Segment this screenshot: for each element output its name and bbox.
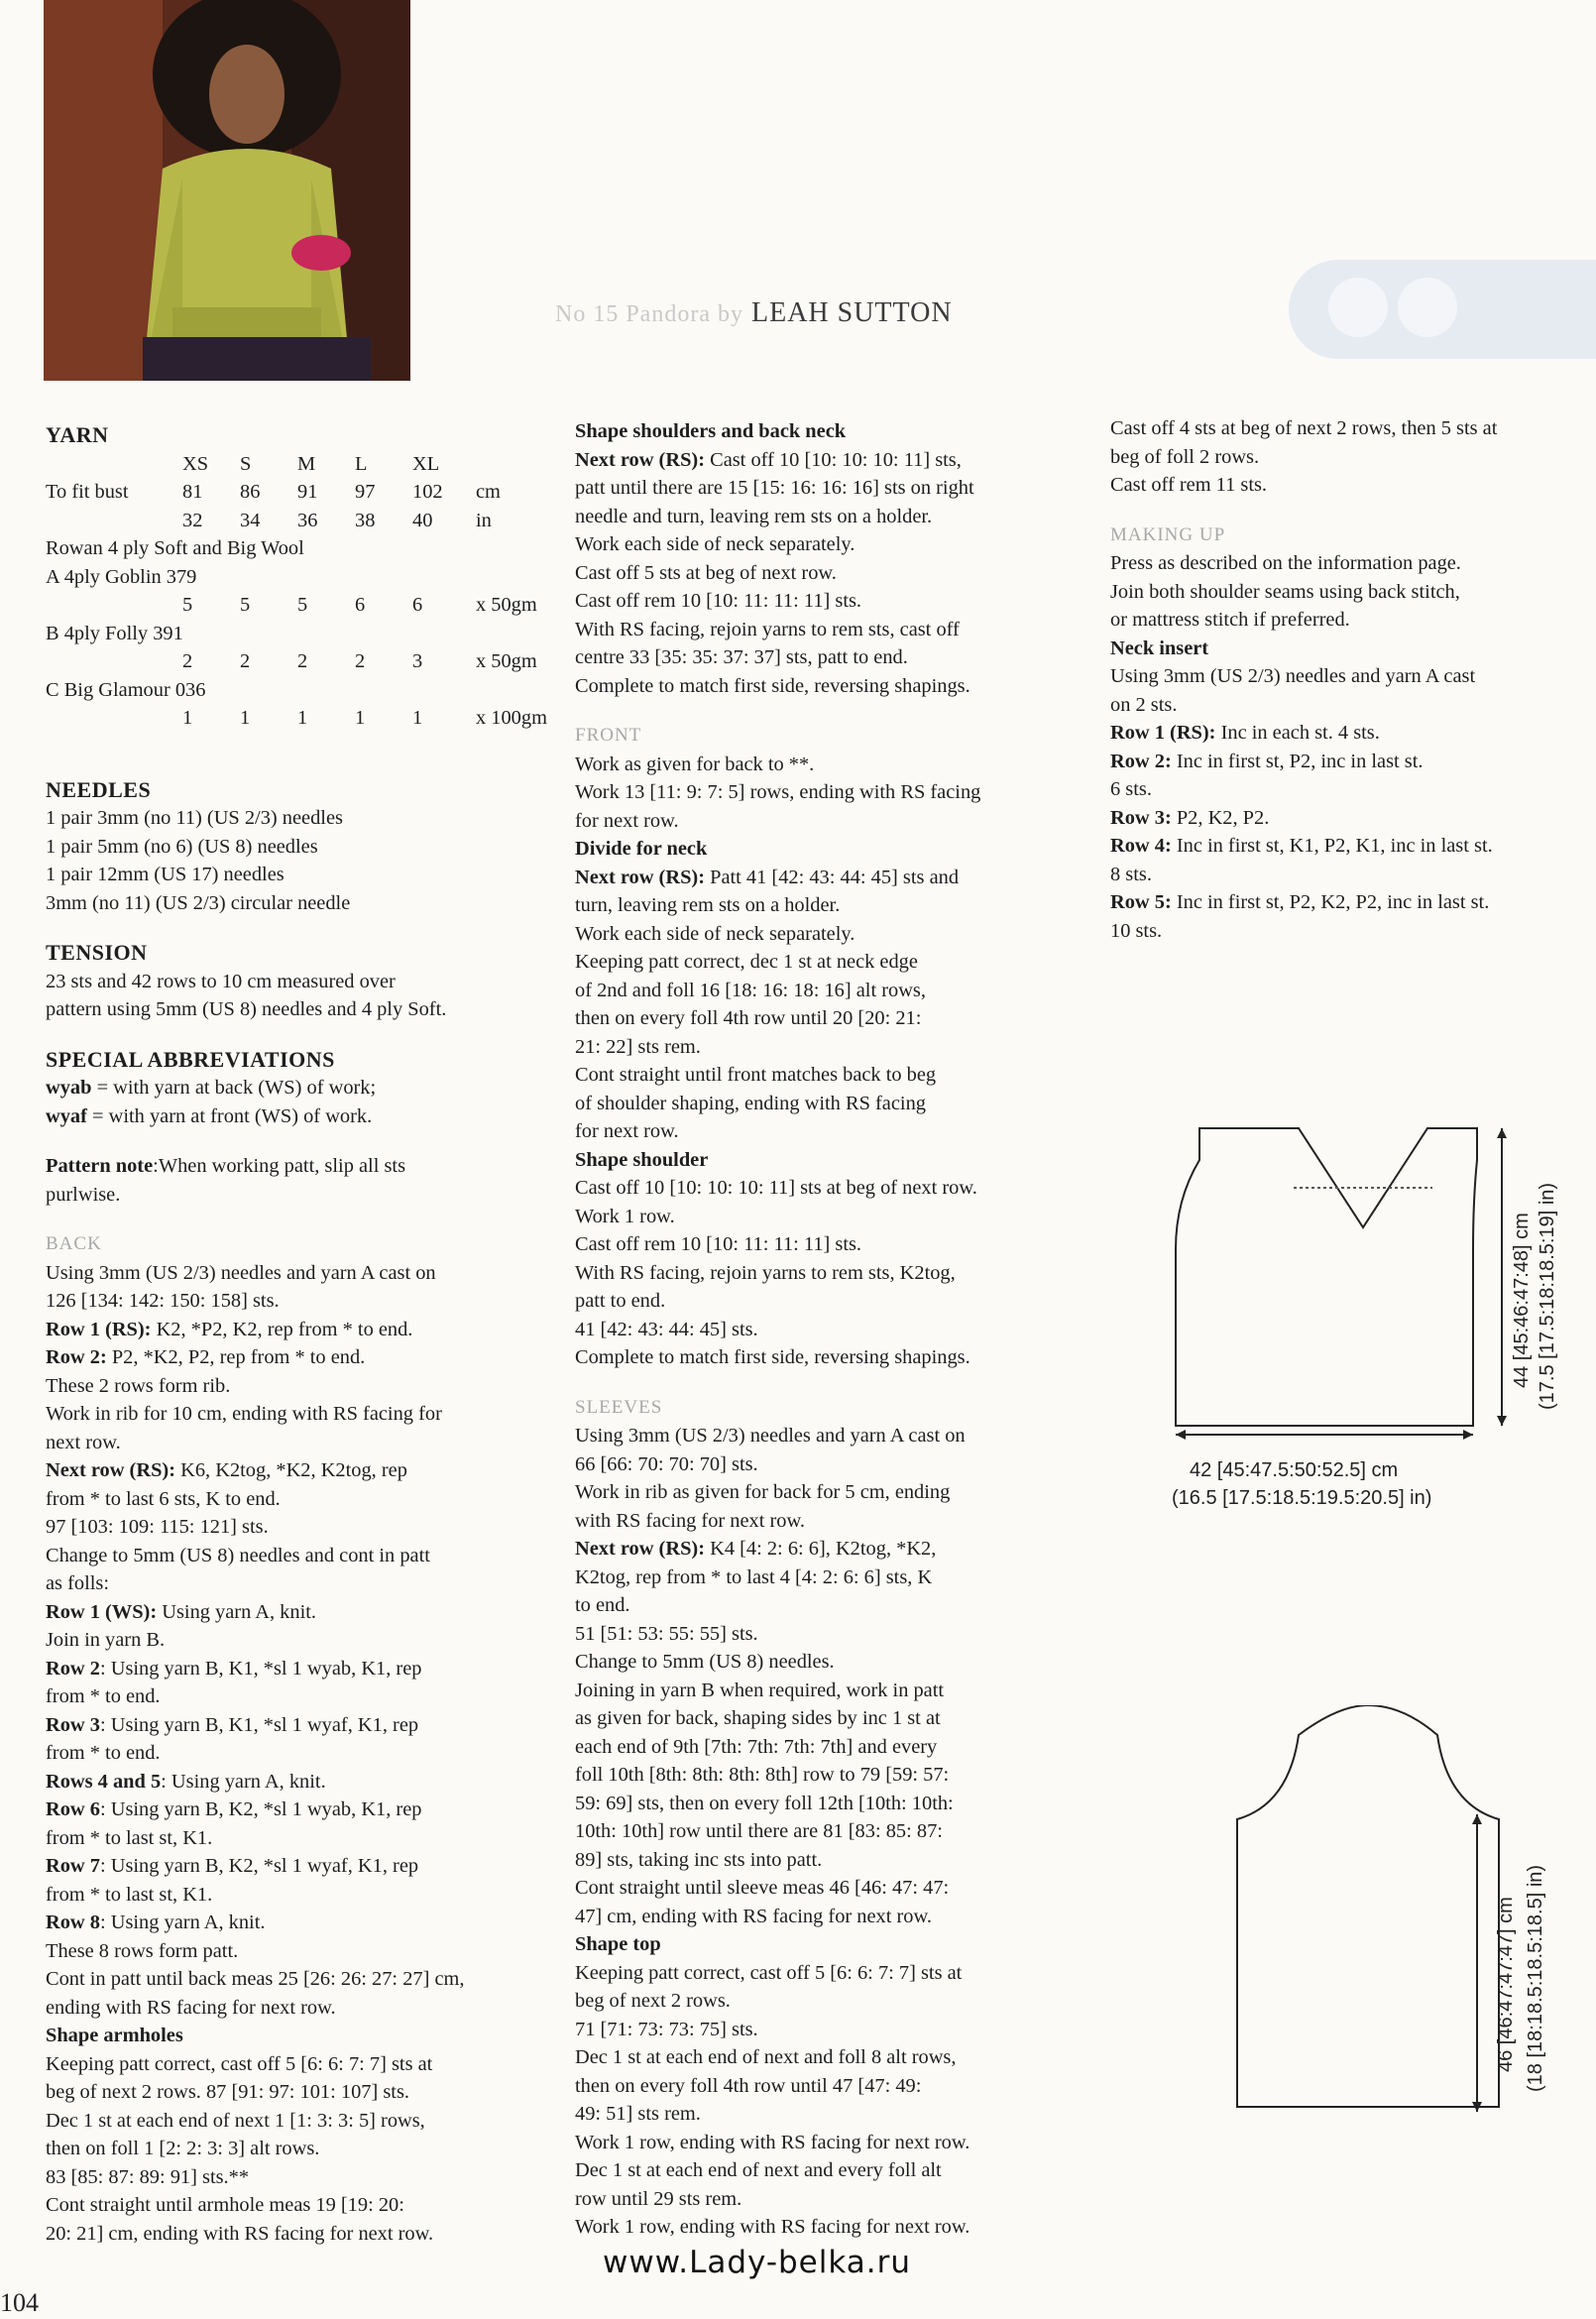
instruction-row	[1110, 804, 1596, 833]
note-term: Pattern note	[46, 1155, 154, 1177]
instruction-line: patt until there are 15 [15: 16: 16: 16] sts on right	[575, 477, 974, 499]
body-width-in: (16.5 [17.5:18.5:19.5:20.5] in)	[1172, 1487, 1432, 1509]
qty: 1	[412, 707, 423, 729]
instruction-line: Using 3mm (US 2/3) needles and yarn A cast on	[46, 1261, 436, 1284]
instruction-line: or mattress stitch if preferred.	[1110, 609, 1350, 631]
column-3	[1110, 414, 1596, 945]
instruction-row	[46, 1655, 561, 1683]
value: 81	[182, 481, 203, 503]
instruction-line: Work 1 row, ending with RS facing for next row.	[575, 2131, 970, 2153]
row-label: Row 7	[46, 1855, 100, 1877]
instruction-row	[46, 1598, 561, 1627]
row-label: Row 3	[46, 1713, 100, 1736]
qty: 6	[412, 594, 423, 616]
abbrev-term: wyaf	[46, 1104, 87, 1127]
instruction-line: Dec 1 st at each end of next 1 [1: 3: 3: 5] rows,	[46, 2109, 425, 2132]
instruction-line: 6 sts.	[1110, 778, 1152, 800]
pattern-note	[46, 1152, 561, 1181]
instruction-line: from * to last 6 sts, K to end.	[46, 1487, 281, 1510]
bust-label: To fit bust	[46, 481, 129, 503]
yarn-heading: YARN	[46, 422, 109, 447]
instruction-line: centre 33 [35: 35: 37: 37] sts, patt to end.	[575, 646, 908, 668]
row-text: : Using yarn A, knit.	[99, 1912, 266, 1933]
instruction-line: for next row.	[575, 1120, 679, 1142]
instruction-line: 66 [66: 70: 70: 70] sts.	[575, 1452, 758, 1475]
neck-insert-heading: Neck insert	[1110, 637, 1209, 659]
abbrev-heading: SPECIAL ABBREVIATIONS	[46, 1046, 335, 1072]
instruction-line: Joining in yarn B when required, work in patt	[575, 1679, 945, 1701]
instruction-line: then on every foll 4th row until 20 [20: 21:	[575, 1007, 922, 1029]
size: XL	[412, 452, 440, 475]
body-height-in: (17.5 [17.5:18:18.5:19] in)	[1537, 1182, 1558, 1410]
instruction-line: Dec 1 st at each end of next and every foll alt	[575, 2159, 942, 2181]
instruction-row	[46, 1909, 561, 1937]
row-text: Inc in first st, P2, inc in last st.	[1171, 750, 1424, 772]
size-header-row	[46, 450, 561, 479]
body-outline	[1176, 1128, 1477, 1426]
row-text: P2, *K2, P2, rep from * to end.	[106, 1346, 366, 1368]
instruction-row	[46, 1768, 561, 1797]
sleeve-schematic	[1219, 1705, 1517, 2122]
instruction-line: beg of next 2 rows. 87 [91: 97: 101: 107] sts.	[46, 2081, 410, 2103]
source-url: www.Lady-belka.ru	[603, 2245, 912, 2280]
instruction-line: Work each side of neck separately.	[575, 922, 855, 945]
instruction-line: Work 1 row.	[575, 1205, 675, 1227]
row-text: : Using yarn B, K2, *sl 1 wyab, K1, rep	[99, 1798, 422, 1820]
instruction-line: 83 [85: 87: 89: 91] sts.**	[46, 2165, 250, 2188]
unit: cm	[476, 481, 501, 503]
instruction-line: Dec 1 st at each end of next and foll 8 alt rows,	[575, 2046, 957, 2068]
row-label: Row 4:	[1110, 835, 1172, 857]
sleeve-length-cm: 46 [46:47:47:47] cm	[1495, 1897, 1517, 2072]
front-heading: FRONT	[575, 725, 642, 746]
instruction-line: of shoulder shaping, ending with RS facing	[575, 1092, 926, 1114]
pattern-title	[555, 297, 953, 329]
column-1	[46, 421, 561, 2248]
value: 102	[412, 481, 443, 503]
instruction-line: from * to end.	[46, 1685, 161, 1707]
needle-line: 1 pair 12mm (US 17) needles	[46, 864, 285, 885]
instruction-line: to end.	[575, 1594, 630, 1616]
yarn-a-label: A 4ply Goblin 379	[46, 565, 197, 588]
value: 91	[297, 481, 318, 503]
value: 34	[240, 509, 261, 531]
instruction-line: Press as described on the information page.	[1110, 552, 1461, 574]
qty: 2	[182, 650, 193, 672]
instruction-line: needle and turn, leaving rem sts on a holder.	[575, 505, 933, 527]
value: 36	[297, 509, 318, 531]
instruction-line: 71 [71: 73: 73: 75] sts.	[575, 2018, 758, 2040]
instruction-line: beg of next 2 rows.	[575, 1990, 731, 2012]
instruction-line: Change to 5mm (US 8) needles and cont in patt	[46, 1544, 430, 1566]
bust-in-row	[46, 507, 561, 535]
yarn-b-label: B 4ply Folly 391	[46, 622, 183, 644]
instruction-line: Cast off 10 [10: 10: 10: 11] sts at beg of next row.	[575, 1177, 977, 1199]
row-text: Using yarn A, knit.	[157, 1600, 316, 1623]
row-label: Row 5:	[1110, 891, 1172, 913]
instruction-line: With RS facing, rejoin yarns to rem sts, K2tog,	[575, 1261, 956, 1284]
instruction-line: Keeping patt correct, cast off 5 [6: 6: 7: 7] sts at	[46, 2052, 433, 2075]
tension-line: 23 sts and 42 rows to 10 cm measured over	[46, 970, 396, 992]
bust-cm-row	[46, 478, 561, 507]
instruction-line: Work 1 row, ending with RS facing for next row.	[575, 2216, 970, 2238]
instruction-line: Keeping patt correct, dec 1 st at neck edge	[575, 951, 918, 973]
instruction-row	[1110, 832, 1596, 861]
instruction-line: 51 [51: 53: 55: 55] sts.	[575, 1622, 758, 1645]
instruction-line: of 2nd and foll 16 [18: 16: 18: 16] alt rows,	[575, 979, 926, 1001]
instruction-row	[46, 1456, 561, 1485]
abbrev-def: = with yarn at front (WS) of work.	[86, 1104, 373, 1127]
making-up-heading: MAKING UP	[1110, 523, 1226, 545]
instruction-line: each end of 9th [7th: 7th: 7th: 7th] and every	[575, 1735, 938, 1758]
instruction-line: Work in rib for 10 cm, ending with RS facing for	[46, 1403, 442, 1425]
instruction-line: then on foll 1 [2: 2: 3: 3] alt rows.	[46, 2138, 320, 2159]
needle-line: 3mm (no 11) (US 2/3) circular needle	[46, 891, 351, 914]
instruction-line: beg of foll 2 rows.	[1110, 445, 1260, 468]
instruction-row	[1110, 748, 1596, 776]
instruction-line: Complete to match first side, reversing shapings.	[575, 674, 970, 697]
body-width-cm: 42 [45:47.5:50:52.5] cm	[1190, 1459, 1399, 1481]
size: M	[297, 452, 316, 475]
instruction-row	[46, 1316, 561, 1344]
note-text: :When working patt, slip all sts	[153, 1155, 406, 1177]
instruction-row	[575, 864, 1090, 892]
instruction-line: 10 sts.	[1110, 919, 1163, 942]
row-text: : Using yarn A, knit.	[161, 1770, 326, 1793]
needle-line: 1 pair 5mm (no 6) (US 8) needles	[46, 835, 318, 858]
back-heading: BACK	[46, 1233, 102, 1254]
instruction-line: Cont straight until front matches back to beg	[575, 1064, 937, 1086]
sleeves-heading: SLEEVES	[575, 1396, 663, 1418]
instruction-line: 59: 69] sts, then on every foll 12th [10th: 10th:	[575, 1792, 954, 1814]
instruction-line: Join both shoulder seams using back stitch,	[1110, 580, 1460, 603]
value: 40	[412, 509, 433, 531]
instruction-line: 41 [42: 43: 44: 45] sts.	[575, 1318, 758, 1340]
row-label: Next row (RS):	[575, 866, 705, 888]
row-text: : Using yarn B, K2, *sl 1 wyaf, K1, rep	[99, 1855, 419, 1877]
shape-top-heading: Shape top	[575, 1933, 661, 1955]
row-text: Inc in each st. 4 sts.	[1215, 722, 1380, 744]
instruction-line: Complete to match first side, reversing shapings.	[575, 1346, 970, 1368]
qty: 2	[355, 650, 366, 672]
instruction-line: Change to 5mm (US 8) needles.	[575, 1651, 835, 1673]
instruction-line: from * to end.	[46, 1742, 161, 1764]
instruction-line: Work 13 [11: 9: 7: 5] rows, ending with RS facing	[575, 781, 981, 803]
body-height-cm: 44 [45:46:47:48] cm	[1511, 1213, 1533, 1388]
needles-heading: NEEDLES	[46, 776, 152, 802]
instruction-line: row until 29 sts rem.	[575, 2187, 742, 2210]
instruction-line: With RS facing, rejoin yarns to rem sts, cast off	[575, 618, 960, 640]
yarn-brand: Rowan 4 ply Soft and Big Wool	[46, 537, 304, 559]
instruction-line: 97 [103: 109: 115: 121] sts.	[46, 1516, 269, 1538]
yarn-b-qty-row	[46, 647, 561, 676]
instruction-row	[46, 1796, 561, 1824]
instruction-line: 47] cm, ending with RS facing for next row.	[575, 1905, 932, 1927]
instruction-line: next row.	[46, 1431, 121, 1453]
tension-heading: TENSION	[46, 940, 148, 965]
qty: 1	[297, 707, 308, 729]
value: 86	[240, 481, 261, 503]
row-label: Rows 4 and 5	[46, 1770, 162, 1793]
sleeve-outline	[1237, 1705, 1499, 2107]
row-label: Row 1 (RS):	[46, 1318, 152, 1340]
header-banner	[1289, 260, 1596, 359]
shape-shoulders-heading: Shape shoulders and back neck	[575, 420, 847, 442]
instruction-row	[575, 1535, 1090, 1564]
row-label: Next row (RS):	[46, 1459, 175, 1481]
row-label: Row 8	[46, 1912, 100, 1933]
instruction-line: patt to end.	[575, 1290, 666, 1312]
instruction-line: Cast off 4 sts at beg of next 2 rows, then 5 sts at	[1110, 417, 1498, 439]
instruction-line: for next row.	[575, 809, 679, 832]
value: 97	[355, 481, 376, 503]
row-text: Inc in first st, K1, P2, K1, inc in last st.	[1171, 835, 1493, 857]
model-photo	[44, 0, 410, 381]
qty: 2	[240, 650, 251, 672]
row-label: Row 1 (RS):	[1110, 722, 1216, 744]
instruction-line: ending with RS facing for next row.	[46, 1996, 336, 2019]
instruction-line: Cast off rem 11 sts.	[1110, 474, 1268, 496]
row-text: : Using yarn B, K1, *sl 1 wyab, K1, rep	[99, 1657, 422, 1680]
row-text: K2, *P2, K2, rep from * to end.	[151, 1318, 413, 1340]
value: 32	[182, 509, 203, 531]
instruction-line: Work as given for back to **.	[575, 753, 815, 775]
note-text: purlwise.	[46, 1183, 121, 1206]
instruction-line: as given for back, shaping sides by inc 1 st at	[575, 1707, 941, 1729]
instruction-line: on 2 sts.	[1110, 693, 1178, 716]
instruction-row	[46, 1852, 561, 1881]
yarn-c-label: C Big Glamour 036	[46, 678, 206, 701]
instruction-line: foll 10th [8th: 8th: 8th: 8th] row to 79 [59: 57:	[575, 1764, 950, 1786]
unit: x 50gm	[476, 650, 537, 672]
size: L	[355, 452, 368, 475]
qty: 2	[297, 650, 308, 672]
instruction-line: 21: 22] sts rem.	[575, 1035, 701, 1058]
qty: 6	[355, 594, 366, 616]
unit: in	[476, 509, 492, 531]
row-text: Cast off 10 [10: 10: 10: 11] sts,	[705, 448, 962, 471]
instruction-line: These 8 rows form patt.	[46, 1939, 239, 1962]
abbrev-def: = with yarn at back (WS) of work;	[91, 1077, 377, 1099]
qty: 3	[412, 650, 423, 672]
row-label: Row 1 (WS):	[46, 1600, 158, 1623]
sleeve-length-in: (18 [18:18.5:18.5:18.5] in)	[1525, 1864, 1546, 2092]
page-number: 104	[0, 2288, 39, 2317]
shape-shoulder-heading: Shape shoulder	[575, 1148, 709, 1171]
qty: 5	[297, 594, 308, 616]
instruction-line: Using 3mm (US 2/3) needles and yarn A cast on	[575, 1425, 966, 1447]
instruction-row	[46, 1711, 561, 1740]
divide-neck-heading: Divide for neck	[575, 838, 708, 860]
row-text: P2, K2, P2.	[1171, 806, 1270, 829]
size: S	[240, 452, 252, 475]
instruction-line: Cont in patt until back meas 25 [26: 26: 27: 27] cm,	[46, 1968, 465, 1990]
instruction-line: Join in yarn B.	[46, 1629, 166, 1651]
instruction-line: as folls:	[46, 1572, 109, 1594]
row-label: Row 2:	[46, 1346, 107, 1368]
row-label: Row 2:	[1110, 750, 1172, 772]
qty: 1	[355, 707, 366, 729]
instruction-line: Work each side of neck separately.	[575, 533, 855, 555]
instruction-line: then on every foll 4th row until 47 [47: 49:	[575, 2074, 922, 2097]
instruction-line: 49: 51] sts rem.	[575, 2103, 701, 2125]
size: XS	[182, 452, 209, 475]
qty: 5	[182, 594, 193, 616]
column-2	[575, 417, 1090, 2242]
instruction-line: Work in rib as given for back for 5 cm, ending	[575, 1481, 951, 1503]
instruction-row	[575, 446, 1090, 475]
row-text: K4 [4: 2: 6: 6], K2tog, *K2,	[705, 1538, 937, 1560]
row-label: Row 2	[46, 1657, 100, 1680]
instruction-line: 8 sts.	[1110, 863, 1152, 885]
instruction-line: Cont straight until armhole meas 19 [19: 20:	[46, 2194, 404, 2216]
shape-armholes-heading: Shape armholes	[46, 2025, 183, 2046]
designer-name: LEAH SUTTON	[750, 297, 953, 328]
value: 38	[355, 509, 376, 531]
instruction-line: with RS facing for next row.	[575, 1509, 805, 1532]
instruction-row	[1110, 719, 1596, 748]
abbrev-wyaf	[46, 1102, 561, 1131]
instruction-line: Cast off 5 sts at beg of next row.	[575, 561, 837, 584]
row-text: Inc in first st, P2, K2, P2, inc in last st.	[1171, 891, 1490, 913]
instruction-line: 10th: 10th] row until there are 81 [83: 85: 87:	[575, 1820, 943, 1842]
instruction-line: from * to last st, K1.	[46, 1826, 213, 1849]
qty: 5	[240, 594, 251, 616]
qty: 1	[182, 707, 193, 729]
qty: 1	[240, 707, 251, 729]
row-label: Next row (RS):	[575, 448, 705, 471]
pattern-number: No 15 Pandora by	[555, 301, 743, 327]
instruction-line: 126 [134: 142: 150: 158] sts.	[46, 1290, 280, 1312]
instruction-line: Using 3mm (US 2/3) needles and yarn A cast	[1110, 665, 1476, 687]
abbrev-term: wyab	[46, 1077, 92, 1099]
row-text: Patt 41 [42: 43: 44: 45] sts and	[705, 866, 960, 888]
instruction-line: turn, leaving rem sts on a holder.	[575, 894, 841, 916]
needle-line: 1 pair 3mm (no 11) (US 2/3) needles	[46, 807, 343, 829]
instruction-line: These 2 rows form rib.	[46, 1374, 231, 1397]
instruction-row	[1110, 888, 1596, 917]
instruction-line: 20: 21] cm, ending with RS facing for next row.	[46, 2222, 434, 2245]
abbrev-wyab	[46, 1074, 561, 1102]
row-text: K6, K2tog, *K2, K2tog, rep	[175, 1459, 407, 1481]
row-label: Row 6	[46, 1798, 100, 1820]
instruction-line: 89] sts, taking inc sts into patt.	[575, 1848, 823, 1871]
instruction-line: K2tog, rep from * to last 4 [4: 2: 6: 6] sts, K	[575, 1565, 933, 1588]
instruction-row	[46, 1343, 561, 1372]
row-text: : Using yarn B, K1, *sl 1 wyaf, K1, rep	[99, 1713, 419, 1736]
instruction-line: from * to last st, K1.	[46, 1883, 213, 1906]
row-label: Next row (RS):	[575, 1538, 705, 1560]
instruction-line: Cast off rem 10 [10: 11: 11: 11] sts.	[575, 1233, 862, 1255]
yarn-c-qty-row	[46, 704, 561, 733]
instruction-line: Cast off rem 10 [10: 11: 11: 11] sts.	[575, 590, 862, 612]
row-label: Row 3:	[1110, 806, 1172, 829]
unit: x 50gm	[476, 594, 537, 616]
unit: x 100gm	[476, 707, 547, 729]
instruction-line: Keeping patt correct, cast off 5 [6: 6: 7: 7] sts at	[575, 1961, 963, 1984]
instruction-line: Cont straight until sleeve meas 46 [46: 47: 47:	[575, 1877, 950, 1899]
yarn-a-qty-row	[46, 591, 561, 620]
tension-line: pattern using 5mm (US 8) needles and 4 ply Soft.	[46, 998, 447, 1020]
